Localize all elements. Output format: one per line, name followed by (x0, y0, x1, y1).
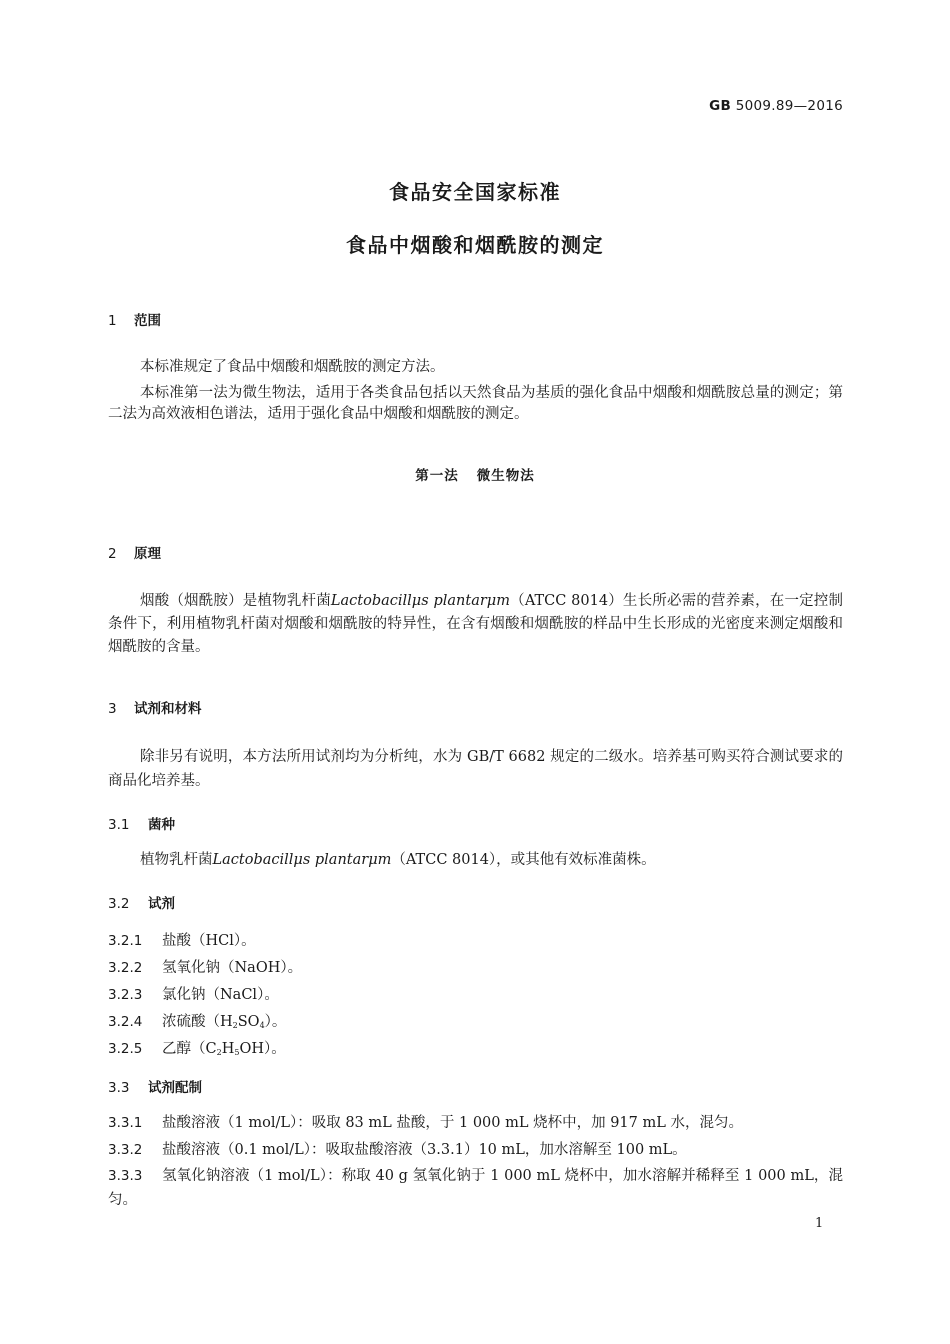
latin-strain-name: Lactobacillμs plantarμm (330, 593, 510, 609)
section-3-heading: 3 试剂和材料 (108, 701, 202, 717)
scope-paragraph-2: 本标准第一法为微生物法，适用于各类食品包括以天然食品为基质的强化食品中烟酸和烟酰胺总量的测定；第二法为高效液相色谱法，适用于强化食品中烟酸和烟酰胺的测定。 (108, 385, 843, 422)
reagent-item: 3.2.1 盐酸（HCl）。 (108, 933, 256, 949)
reagents-intro-paragraph: 除非另有说明，本方法所用试剂均为分析纯，水为 GB/T 6682 规定的二级水。培养基可购买符合测试要求的商品化培养基。 (108, 749, 843, 789)
title-line-1: 食品安全国家标准 (389, 180, 561, 204)
strain-paragraph: 植物乳杆菌Lactobacillμs plantarμm（ATCC 8014），或其他有效标准菌株。 (140, 852, 656, 868)
latin-strain-name: Lactobacillμs plantarμm (212, 852, 392, 868)
page-number: 1 (815, 1216, 824, 1231)
method-1-heading: 第一法 微生物法 (415, 468, 535, 484)
principle-paragraph: 烟酸（烟酰胺）是植物乳杆菌Lactobacillμs plantarμm（ATCC 8014）生长所必需的营养素，在一定控制条件下，利用植物乳杆菌对烟酸和烟酰胺的特异性，在含有烟酸和烟酰胺的样品中生长形成的光密度来测定烟酸和烟酰胺的含量。 (108, 593, 843, 655)
title-line-2: 食品中烟酸和烟酰胺的测定 (346, 233, 604, 257)
reagent-item: 3.2.5 乙醇$(C_2H_5OH)$。 (108, 1041, 286, 1057)
preparation-item: 3.3.3 氢氧化钠溶液（1 mol/L）：称取 40 g 氢氧化钠于 1 000 mL 烧杯中，加水溶解并稀释至 1 000 mL，混匀。 (108, 1168, 843, 1208)
reagent-item: 3.2.3 氯化钠（NaCl）。 (108, 987, 279, 1003)
preparation-item: 3.3.2 盐酸溶液（0.1 mol/L）：吸取盐酸溶液（3.3.1）10 mL，加水溶解至 100 mL。 (108, 1142, 687, 1158)
section-3-3-heading: 3.3 试剂配制 (108, 1080, 202, 1096)
section-3-2-heading: 3.2 试剂 (108, 896, 175, 912)
reagent-item: 3.2.4 浓硫酸$(H_2SO_4)$。 (108, 1014, 287, 1030)
reagent-item: 3.2.2 氢氧化钠（NaOH）。 (108, 960, 303, 976)
section-3-1-heading: 3.1 菌种 (108, 817, 175, 833)
section-2-heading: 2 原理 (108, 546, 161, 562)
section-1-heading: 1 范围 (108, 313, 161, 329)
scope-paragraph-1: 本标准规定了食品中烟酸和烟酰胺的测定方法。 (140, 359, 445, 375)
standard-code: GB 5009.89—2016 (709, 98, 843, 114)
preparation-item: 3.3.1 盐酸溶液（1 mol/L）：吸取 83 mL 盐酸，于 1 000 mL 烧杯中，加 917 mL 水，混匀。 (108, 1115, 743, 1131)
